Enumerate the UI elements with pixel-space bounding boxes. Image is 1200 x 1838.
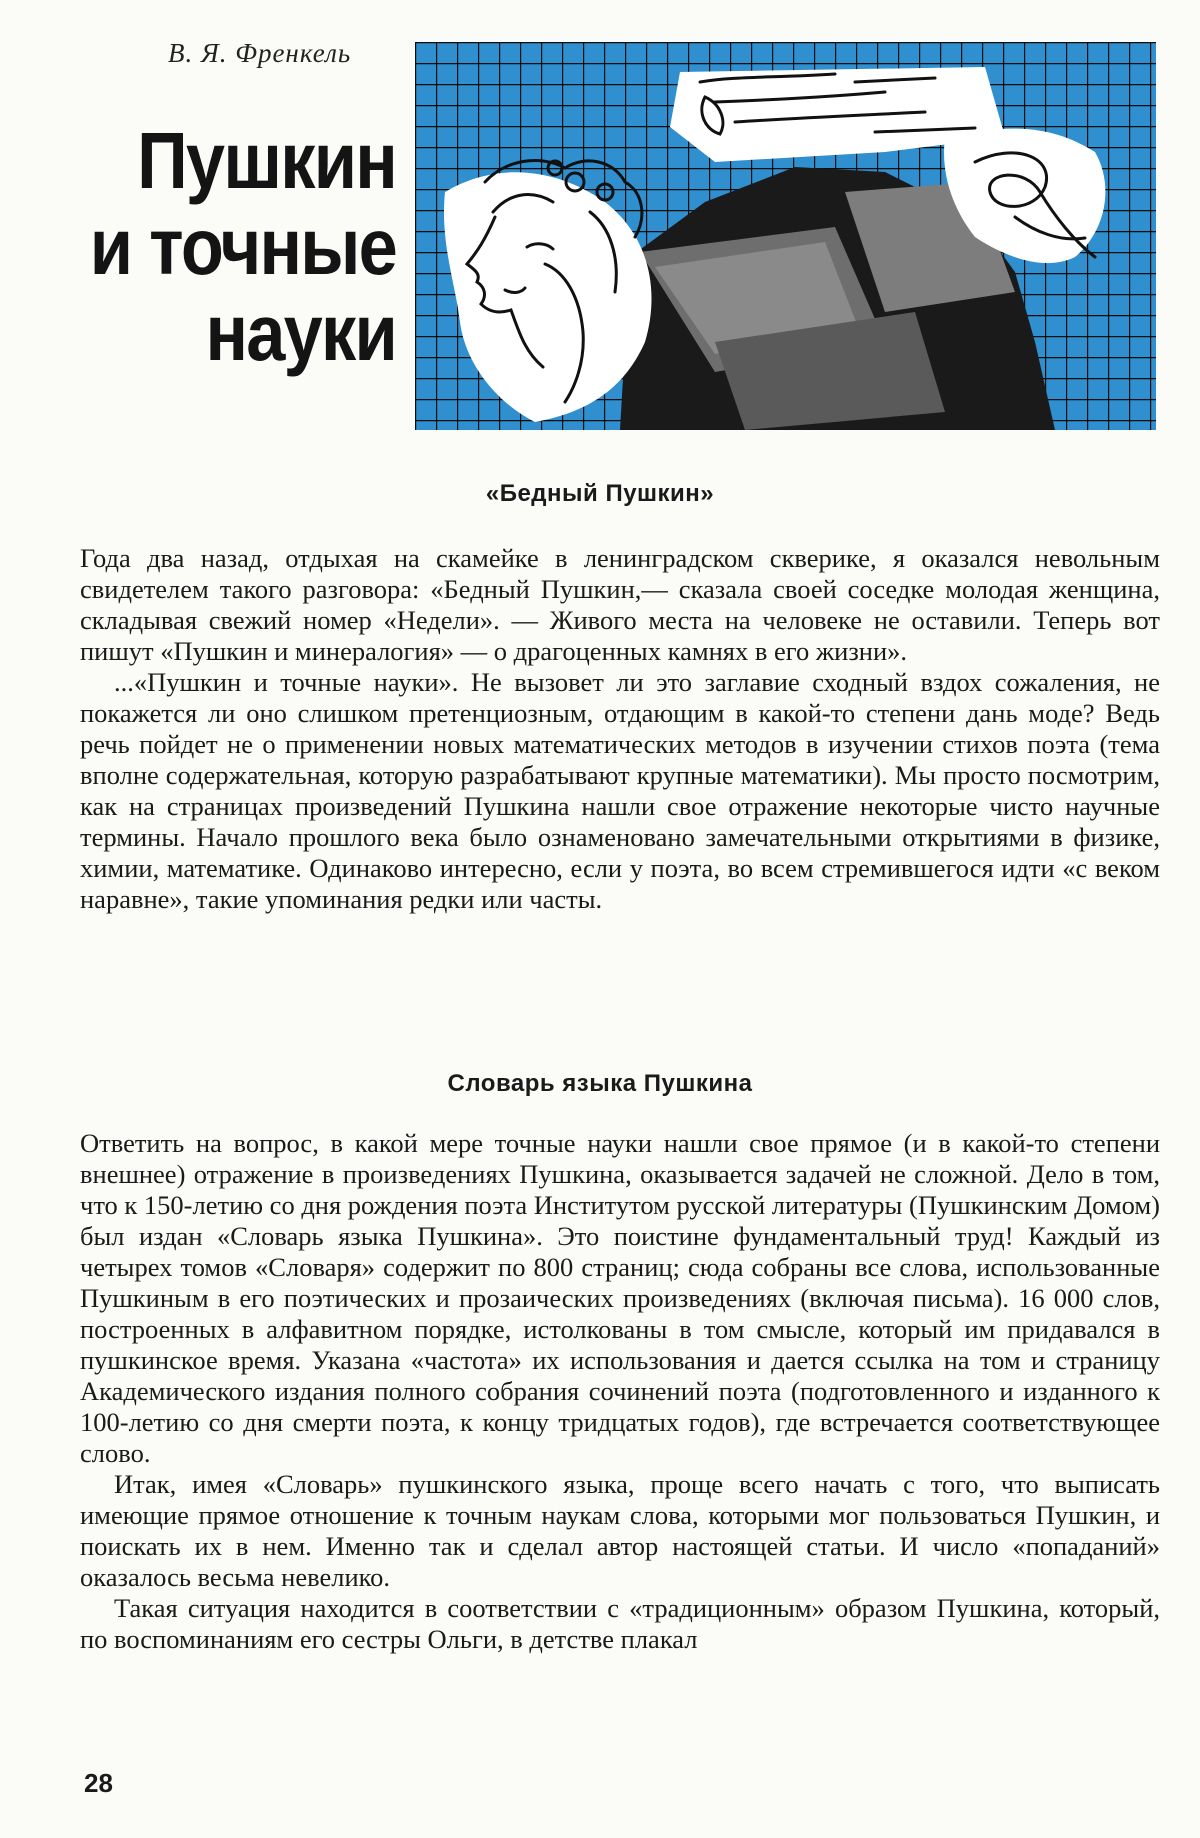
- author-name: В. Я. Френкель: [168, 38, 352, 68]
- title-line: Пушкин: [137, 116, 396, 205]
- title-line: науки: [205, 288, 396, 377]
- section-body: [80, 543, 1160, 915]
- section-heading: Словарь языка Пушкина: [447, 1070, 753, 1097]
- pushkin-portrait-on-grid-icon: [415, 42, 1156, 430]
- article-title: [44, 118, 396, 376]
- paragraph: ...«Пушкин и точные науки». Не вызовет ли это заглавие сходный вздох сожаления, не покажется ли оно слишком претенциозным, отдающим в какой-то степени дань моде? Ведь речь пойдет не о применении новых математических методов в изучении стихов поэта (тема вполне содержательная, которую разрабатывают крупные математики). Мы просто посмотрим, как на страницах произведений Пушкина нашли свое отражение некоторые чисто научные термины. Начало прошлого века было ознаменовано замечательными открытиями в физике, химии, математике. Одинаково интересно, если у поэта, во всем стремившегося идти «с веком наравне», такие упоминания редки или часты.: [80, 667, 1160, 914]
- section-body: [80, 1128, 1160, 1655]
- paragraph: Года два назад, отдыхая на скамейке в ленинградском скверике, я оказался невольным свидетелем такого разговора: «Бедный Пушкин,— сказала своей соседке молодая женщина, складывая свежий номер «Недели». — Живого места на человеке не оставили. Теперь вот пишут «Пушкин и минералогия» — о драгоценных камнях в его жизни».: [80, 543, 1160, 666]
- paragraph: Итак, имея «Словарь» пушкинского языка, проще всего начать с того, что выписать имеющие прямое отношение к точным наукам слова, которыми мог пользоваться Пушкин, и поискать их в нем. Именно так и сделал автор настоящей статьи. И число «попаданий» оказалось весьма невелико.: [80, 1469, 1160, 1592]
- paragraph: Такая ситуация находится в соответствии с «традиционным» образом Пушкина, который, по воспоминаниям его сестры Ольги, в детстве плакал: [80, 1593, 1160, 1654]
- paragraph: Ответить на вопрос, в какой мере точные науки нашли свое прямое (и в какой-то степени внешнее) отражение в произведениях Пушкина, оказывается задачей не сложной. Дело в том, что к 150-летию со дня рождения поэта Институтом русской литературы (Пушкинским Домом) был издан «Словарь языка Пушкина». Это поистине фундаментальный труд! Каждый из четырех томов «Словаря» содержит по 800 страниц; сюда собраны все слова, использованные Пушкиным в его поэтических и прозаических произведениях (включая письма). 16 000 слов, построенных в алфавитном порядке, истолкованы в том смысле, который им придавался в пушкинское время. Указана «частота» их использования и дается ссылка на том и страницу Академического издания полного собрания сочинений поэта (подготовленного и изданного к 100-летию со дня смерти поэта, к концу тридцатых годов), где встречается соответствующее слово.: [80, 1128, 1160, 1468]
- section-heading: «Бедный Пушкин»: [485, 480, 715, 507]
- title-line: и точные: [89, 202, 397, 291]
- page-number: 28: [84, 1768, 113, 1798]
